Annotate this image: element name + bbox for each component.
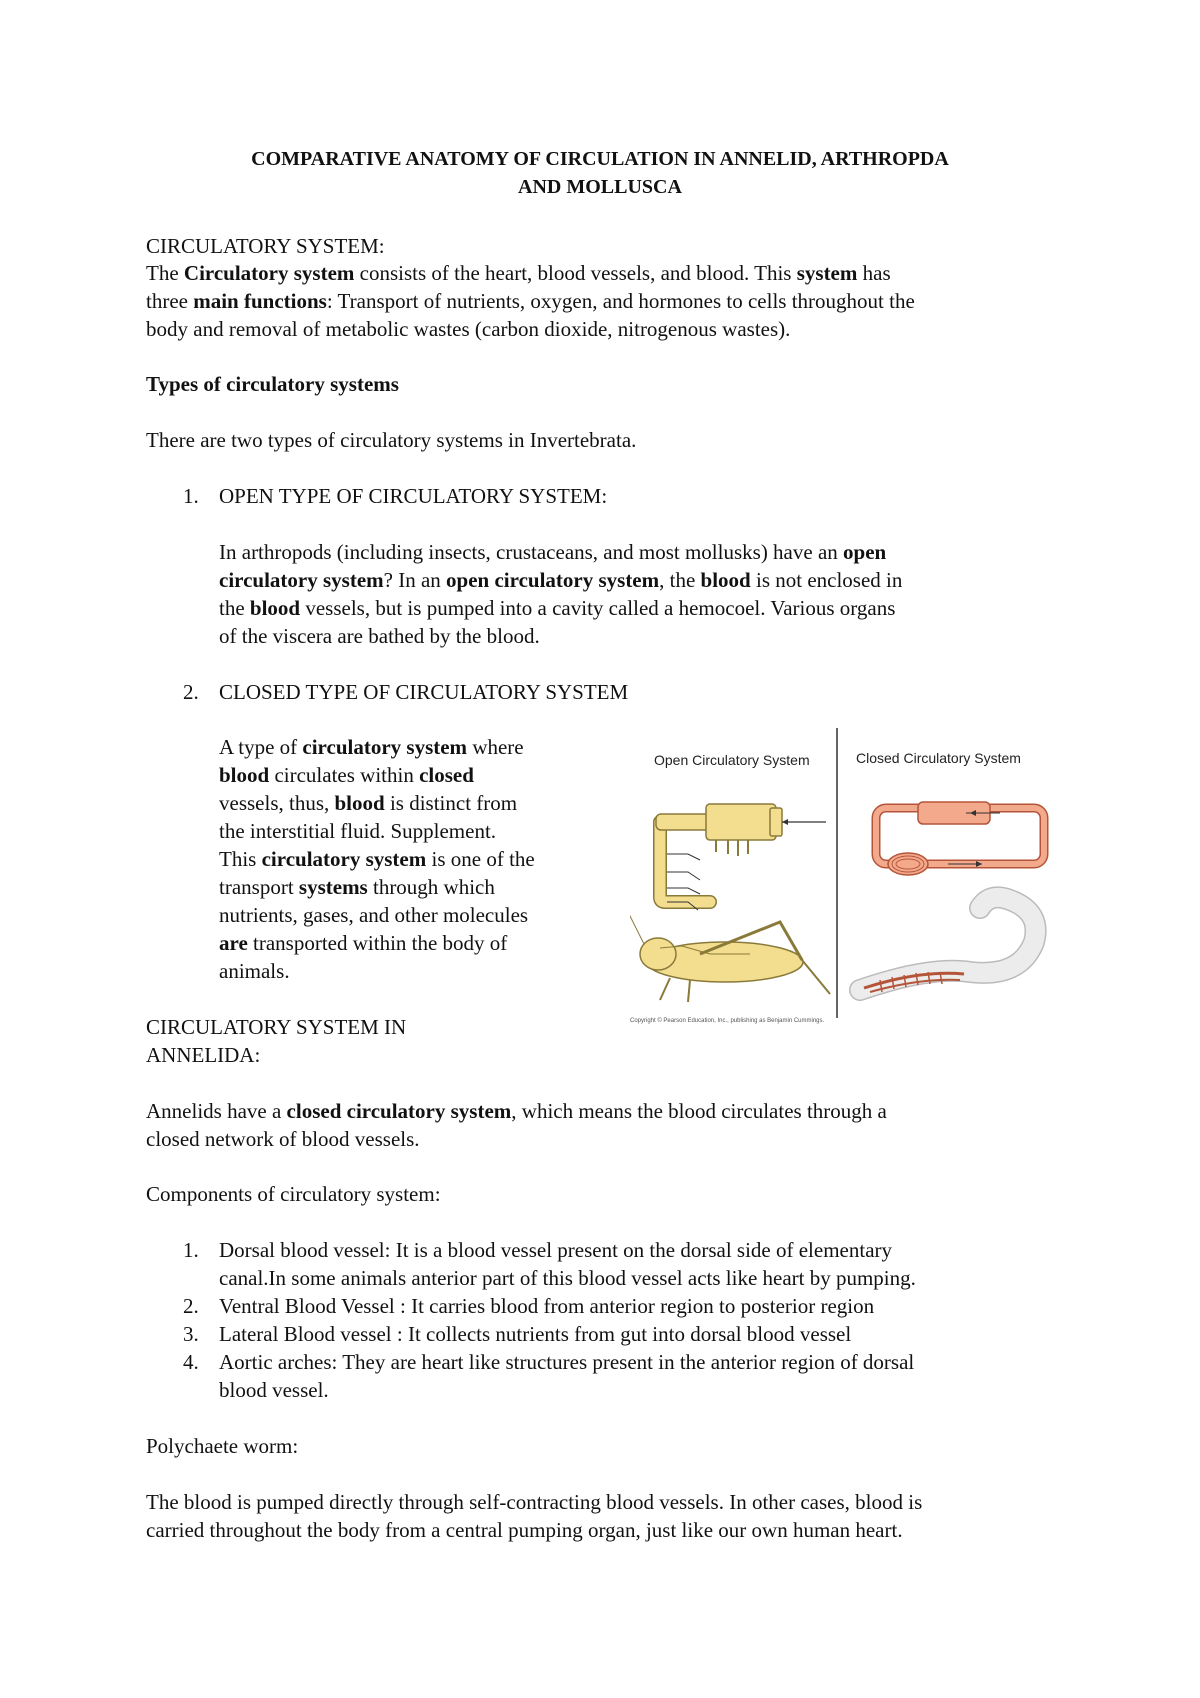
paragraph-line: closed network of blood vessels. <box>146 1127 420 1151</box>
list-item: Aortic arches: They are heart like structures present in the anterior region of dorsal <box>219 1350 915 1374</box>
paragraph-line: The blood is pumped directly through self-contracting blood vessels. In other cases, blood is <box>146 1490 923 1514</box>
paragraph-line: This circulatory system is one of the <box>219 847 535 871</box>
paragraph-line: the blood vessels, but is pumped into a cavity called a hemocoel. Various organs <box>219 596 896 620</box>
paragraph-line: The Circulatory system consists of the heart, blood vessels, and blood. This system has <box>146 261 891 285</box>
list-number: 1. <box>183 484 199 508</box>
paragraph-line: three main functions: Transport of nutrients, oxygen, and hormones to cells throughout the <box>146 289 915 313</box>
paragraph-line: nutrients, gases, and other molecules <box>219 903 529 927</box>
paragraph-line: A type of circulatory system where <box>219 735 524 759</box>
closed-type-heading: CLOSED TYPE OF CIRCULATORY SYSTEM <box>219 680 629 704</box>
annelida-heading-line-2: ANNELIDA: <box>146 1043 261 1067</box>
list-item: canal.In some animals anterior part of this blood vessel acts like heart by pumping. <box>219 1266 916 1290</box>
list-item: Ventral Blood Vessel : It carries blood from anterior region to posterior region <box>219 1294 875 1318</box>
circulatory-systems-figure <box>630 722 1050 1028</box>
types-intro: There are two types of circulatory systems in Invertebrata. <box>146 428 637 452</box>
closed-system-label: Closed Circulatory System <box>856 750 1021 766</box>
open-system-schematic <box>656 804 826 910</box>
closed-system-schematic <box>876 802 1044 875</box>
figure-illustration <box>630 722 1050 1028</box>
paragraph-line: circulatory system? In an open circulatory system, the blood is not enclosed in <box>219 568 903 592</box>
earthworm-illustration <box>860 897 1036 992</box>
list-item: Lateral Blood vessel : It collects nutrients from gut into dorsal blood vessel <box>219 1322 852 1346</box>
paragraph-line: In arthropods (including insects, crustaceans, and most mollusks) have an open <box>219 540 887 564</box>
list-item: Dorsal blood vessel: It is a blood vessel present on the dorsal side of elementary <box>219 1238 893 1262</box>
paragraph-line: animals. <box>219 959 290 983</box>
list-number: 1. <box>183 1238 199 1262</box>
grasshopper-illustration <box>630 912 830 1002</box>
paragraph-line: of the viscera are bathed by the blood. <box>219 624 540 648</box>
open-system-label: Open Circulatory System <box>654 752 810 768</box>
paragraph-line: the interstitial fluid. Supplement. <box>219 819 497 843</box>
list-number: 2. <box>183 1294 199 1318</box>
list-number: 4. <box>183 1350 199 1374</box>
paragraph-line: blood circulates within closed <box>219 763 474 787</box>
paragraph-line: body and removal of metabolic wastes (carbon dioxide, nitrogenous wastes). <box>146 317 791 341</box>
page-title-line-1: COMPARATIVE ANATOMY OF CIRCULATION IN ANNELID, ARTHROPDA <box>251 148 949 170</box>
paragraph-line: carried throughout the body from a central pumping organ, just like our own human heart. <box>146 1518 903 1542</box>
annelida-heading-line-1: CIRCULATORY SYSTEM IN <box>146 1015 407 1039</box>
paragraph-line: are transported within the body of <box>219 931 508 955</box>
list-number: 2. <box>183 680 199 704</box>
section-heading-types: Types of circulatory systems <box>146 372 399 396</box>
list-number: 3. <box>183 1322 199 1346</box>
paragraph-line: vessels, thus, blood is distinct from <box>219 791 518 815</box>
paragraph-line: transport systems through which <box>219 875 495 899</box>
polychaete-heading: Polychaete worm: <box>146 1434 299 1458</box>
figure-copyright: Copyright © Pearson Education, Inc., publishing as Benjamin Cummings. <box>630 1018 825 1024</box>
list-item: blood vessel. <box>219 1378 329 1402</box>
open-type-heading: OPEN TYPE OF CIRCULATORY SYSTEM: <box>219 484 608 508</box>
section-heading-circulatory: CIRCULATORY SYSTEM: <box>146 234 385 258</box>
components-heading: Components of circulatory system: <box>146 1182 441 1206</box>
paragraph-line: Annelids have a closed circulatory system, which means the blood circulates through a <box>146 1099 887 1123</box>
page-title-line-2: AND MOLLUSCA <box>518 176 682 198</box>
